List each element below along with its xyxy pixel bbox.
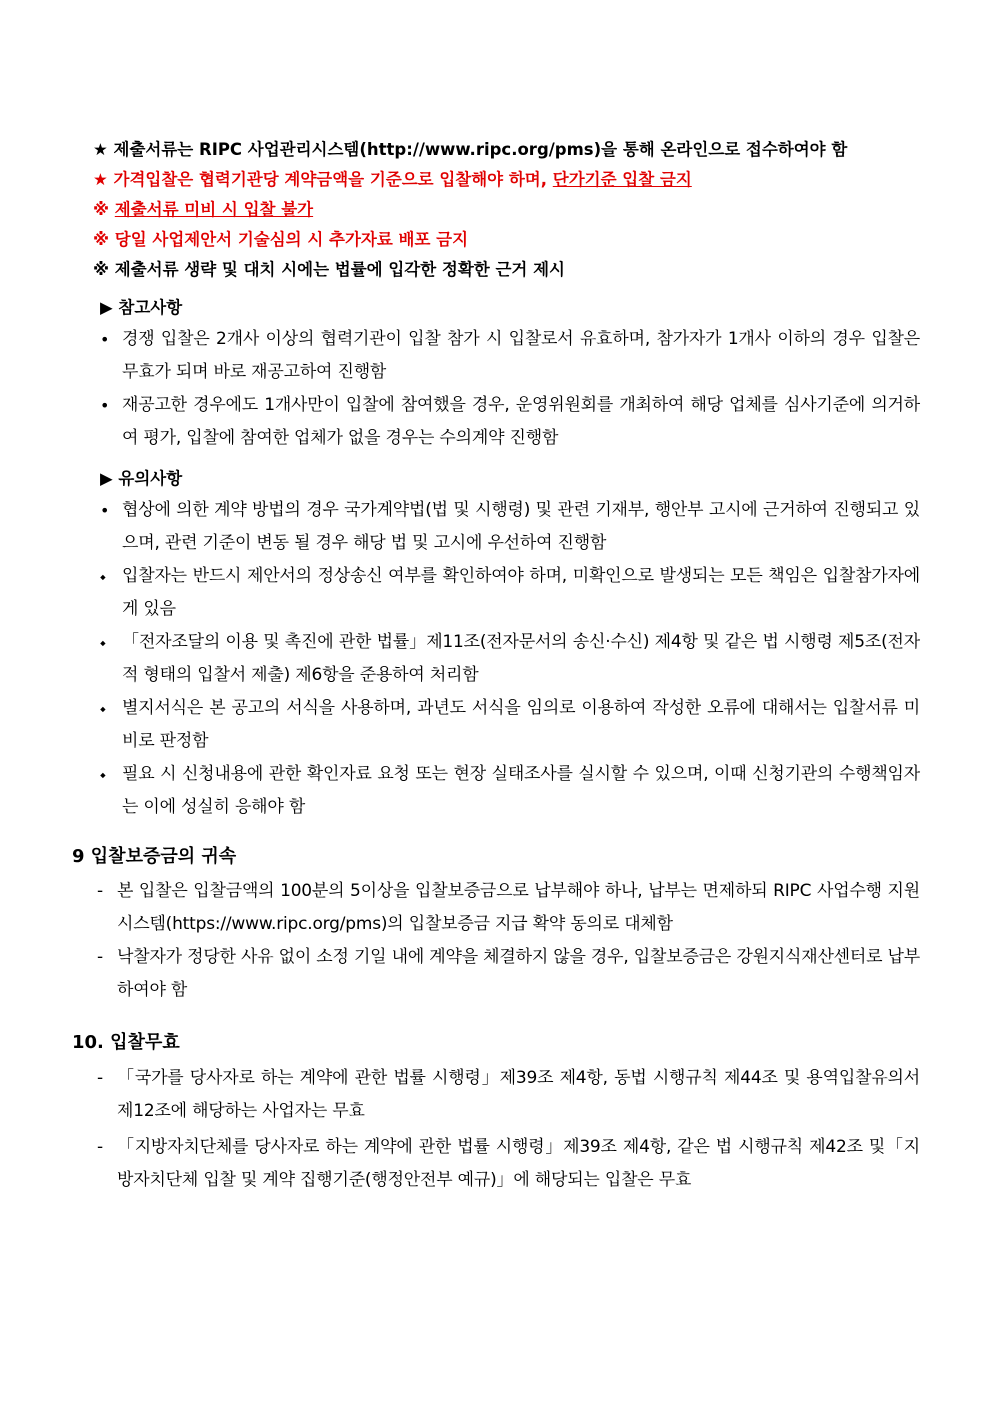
list-item-text: 별지서식은 본 공고의 서식을 사용하며, 과년도 서식을 임의로 이용하여 작성한 오류에 대해서는 입찰서류 미비로 판정함 [122,698,920,751]
list-item-text: 본 입찰은 입찰금액의 100분의 5이상을 입찰보증금으로 납부해야 하나, 납부는 면제하되 RIPC 사업수행 지원시스템(https://www.ripc.org/pms)의 입찰보증금 지급 확약 동의로 대체함 [117,881,920,934]
star-icon: ★ [93,140,108,159]
list-item [100,692,920,758]
list-item-text: 입찰자는 반드시 제안서의 정상송신 여부를 확인하여야 하며, 미확인으로 발생되는 모든 책임은 입찰참가자에게 있음 [122,566,920,619]
bullet-icon: ⬩ [100,765,106,784]
bullet-icon: ⬩ [100,633,106,652]
dash-mark: - [97,1068,104,1088]
list-item-text: 「국가를 당사자로 하는 계약에 관한 법률 시행령」제39조 제4항, 동법 시행규칙 제44조 및 용역입찰유의서 제12조에 해당하는 사업자는 무효 [117,1068,920,1121]
dash-mark: - [97,947,104,967]
reference-mark-icon: ※ [93,260,110,279]
list-item [100,758,920,824]
list-item-text: 재공고한 경우에도 1개사만이 입찰에 참여했을 경우, 운영위원회를 개최하여 해당 업체를 심사기준에 의거하여 평가, 입찰에 참여한 업체가 없을 경우는 수의계약 진행함 [122,395,920,448]
section-title: 10. 입찰무효 [72,1032,180,1053]
notice-submission [93,139,847,161]
bullet-icon: • [100,396,110,415]
bullet-icon: • [100,501,110,520]
notice-missing-docs [93,199,313,221]
reference-mark-icon: ※ [93,230,110,249]
notice-text: 당일 사업제안서 기술심의 시 추가자료 배포 금지 [114,230,469,249]
list-item [100,494,920,560]
bullet-icon: ⬩ [100,699,106,718]
star-icon: ★ [93,170,108,189]
list-item-text: 「전자조달의 이용 및 촉진에 관한 법률」제11조(전자문서의 송신·수신) 제4항 및 같은 법 시행령 제5조(전자적 형태의 입찰서 제출) 제6항을 준용하여 처리함 [122,632,920,685]
reference-mark-icon: ※ [93,200,110,219]
notice-legal-basis [93,259,565,281]
dash-mark: - [97,1137,104,1157]
bullet-icon: ⬩ [100,567,106,586]
list-item-text: 필요 시 신청내용에 관한 확인자료 요청 또는 현장 실태조사를 실시할 수 있으며, 이때 신청기관의 수행책임자는 이에 성실히 응해야 함 [122,764,920,817]
list-item-text: 협상에 의한 계약 방법의 경우 국가계약법(법 및 시행령) 및 관련 기재부, 행안부 고시에 근거하여 진행되고 있으며, 관련 기준이 변동 될 경우 해당 법 및 고시에 우선하여 진행함 [122,500,920,553]
notice-text: 제출서류 미비 시 입찰 불가 [114,200,314,219]
list-item [97,1131,920,1197]
list-item [100,323,920,389]
notice-text: 제출서류는 RIPC 사업관리시스템(http://www.ripc.org/pms)을 통해 온라인으로 접수하여야 함 [113,140,848,159]
list-item [97,1062,920,1128]
notice-text: 제출서류 생략 및 대치 시에는 법률에 입각한 정확한 근거 제시 [114,260,565,279]
list-item-text: 「지방자치단체를 당사자로 하는 계약에 관한 법률 시행령」제39조 제4항, 같은 법 시행규칙 제42조 및「지방자치단체 입찰 및 계약 집행기준(행정안전부 예규)」에 해당되는 입찰은 무효 [117,1137,920,1190]
notice-no-extra-materials [93,229,468,251]
bullet-icon: • [100,330,110,349]
notice-text: 가격입찰은 협력기관당 계약금액을 기준으로 입찰해야 하며, [113,170,553,189]
notice-text-underlined: 단가기준 입찰 금지 [552,170,692,189]
list-item-text: 경쟁 입찰은 2개사 이상의 협력기관이 입찰 참가 시 입찰로서 유효하며, 참가자가 1개사 이하의 경우 입찰은 무효가 되며 바로 재공고하여 진행함 [122,329,920,382]
list-item [100,560,920,626]
reference-heading: ▶ 참고사항 [100,298,183,317]
list-item [100,626,920,692]
dash-mark: - [97,881,104,901]
section-title: 9 입찰보증금의 귀속 [72,846,237,867]
notice-price-bid [93,169,692,191]
list-item [97,941,920,1007]
list-item [97,875,920,941]
list-item-text: 낙찰자가 정당한 사유 없이 소정 기일 내에 계약을 체결하지 않을 경우, 입찰보증금은 강원지식재산센터로 납부하여야 함 [117,947,920,1000]
caution-heading: ▶ 유의사항 [100,469,183,488]
list-item [100,389,920,455]
